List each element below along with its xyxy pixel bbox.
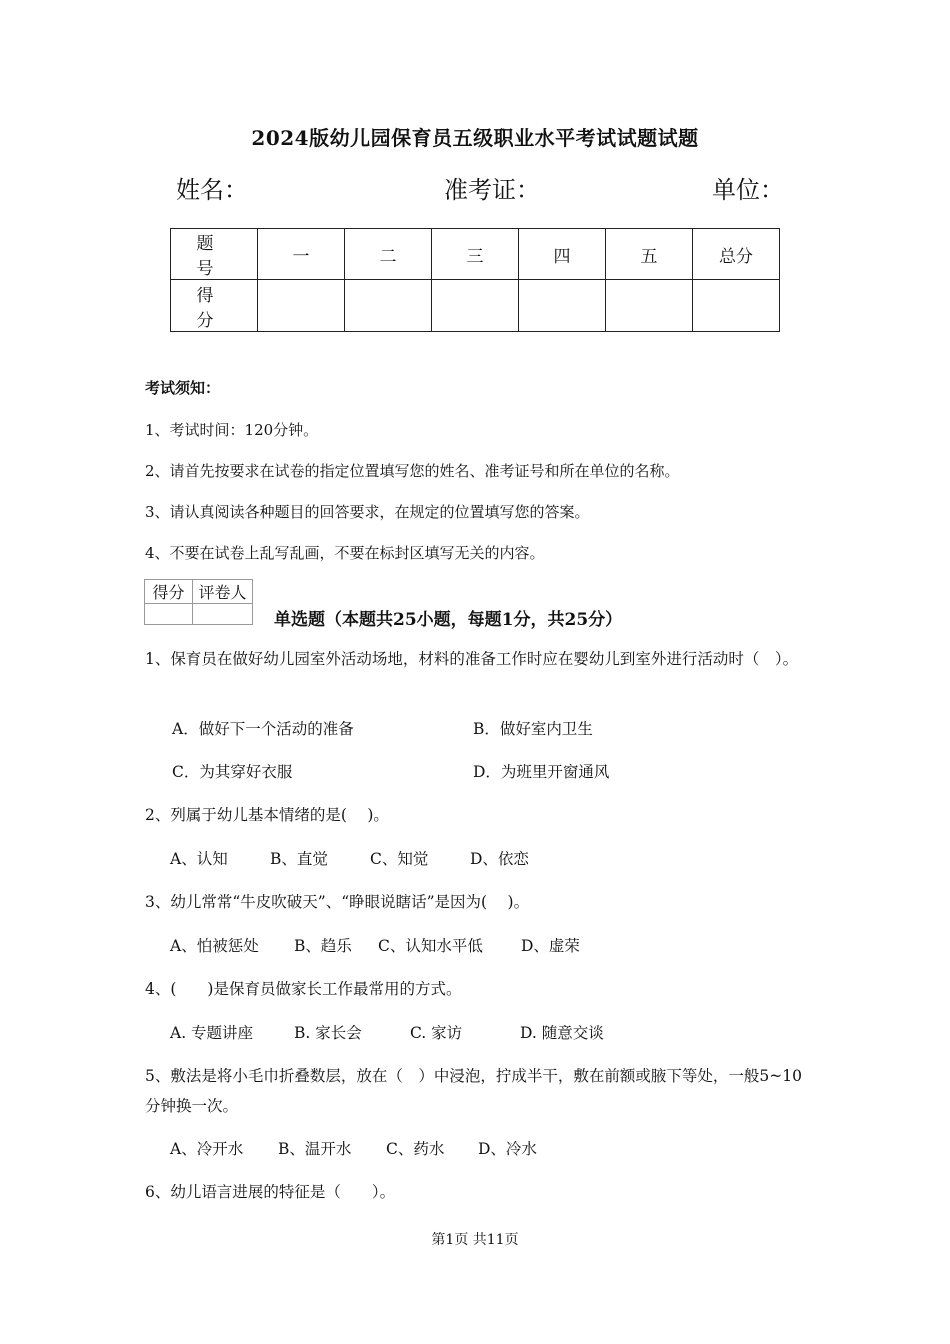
page-title: 2024版幼儿园保育员五级职业水平考试试题试题 — [251, 126, 699, 150]
page-footer: 第1页 共11页 — [431, 1232, 519, 1248]
question-6-text: 6、幼儿语言进展的特征是（ ）。 — [145, 1183, 396, 1201]
grader-box — [144, 579, 253, 625]
score-header-3: 三 — [432, 229, 519, 280]
question-2-option-a: A、认知 — [170, 850, 228, 868]
question-1-option-d: D．为班里开窗通风 — [473, 763, 610, 781]
question-4-option-c: C. 家访 — [410, 1024, 463, 1042]
question-3-option-c: C、认知水平低 — [378, 937, 483, 955]
score-header-4: 四 — [519, 229, 606, 280]
question-4-text: 4、( )是保育员做家长工作最常用的方式。 — [145, 980, 462, 998]
question-2-option-b: B、直觉 — [270, 850, 328, 868]
score-cell-4[interactable] — [519, 280, 606, 332]
question-1-text: 1、保育员在做好幼儿园室外活动场地，材料的准备工作时应在婴幼儿到室外进行活动时（ ）。 — [145, 650, 799, 668]
score-cell-1[interactable] — [258, 280, 345, 332]
score-table — [170, 228, 780, 332]
score-table-score-row — [171, 280, 780, 332]
question-5-text: 5、敷法是将小毛巾折叠数层，放在（ ）中浸泡，拧成半干，敷在前额或腋下等处，一般5~10分钟换一次。 — [145, 1067, 802, 1115]
question-4-options — [170, 1021, 604, 1043]
question-5-options — [170, 1137, 537, 1159]
question-5-option-d: D、冷水 — [478, 1140, 537, 1158]
question-4-option-a: A. 专题讲座 — [170, 1024, 254, 1042]
score-header-1: 一 — [258, 229, 345, 280]
notice-item: 4、不要在试卷上乱写乱画，不要在标封区填写无关的内容。 — [145, 544, 545, 562]
section-title: 单选题（本题共25小题，每题1分，共25分） — [274, 610, 623, 630]
score-header-question-number: 题 号 — [171, 229, 258, 280]
score-cell-2[interactable] — [345, 280, 432, 332]
question-3-option-d: D、虚荣 — [521, 937, 580, 955]
question-3-text: 3、幼儿常常“牛皮吹破天”、“睁眼说瞎话”是因为( )。 — [145, 893, 530, 911]
score-header-2: 二 — [345, 229, 432, 280]
grader-reviewer-cell[interactable] — [193, 604, 253, 625]
score-cell-5[interactable] — [606, 280, 693, 332]
question-3-options — [170, 934, 580, 956]
unit-field-label: 单位： — [712, 176, 784, 204]
grader-reviewer-label: 评卷人 — [193, 580, 253, 604]
question-2-option-d: D、依恋 — [470, 850, 529, 868]
exam-id-field-label: 准考证： — [444, 176, 540, 204]
question-3-option-b: B、趋乐 — [294, 937, 352, 955]
question-1-option-b: B．做好室内卫生 — [473, 720, 593, 738]
notice-title: 考试须知： — [145, 379, 221, 397]
question-5-option-b: B、温开水 — [278, 1140, 352, 1158]
score-row-label: 得 分 — [171, 280, 258, 332]
question-5-option-c: C、药水 — [386, 1140, 445, 1158]
notice-item: 2、请首先按要求在试卷的指定位置填写您的姓名、准考证号和所在单位的名称。 — [145, 462, 680, 480]
question-4-option-d: D. 随意交谈 — [520, 1024, 604, 1042]
grader-score-label: 得分 — [145, 580, 193, 604]
notice-item: 1、考试时间：120分钟。 — [145, 421, 319, 439]
question-3-option-a: A、怕被惩处 — [170, 937, 259, 955]
notice-item: 3、请认真阅读各种题目的回答要求，在规定的位置填写您的答案。 — [145, 503, 590, 521]
question-5-option-a: A、冷开水 — [170, 1140, 244, 1158]
score-table-header-row — [171, 229, 780, 280]
score-header-total: 总分 — [693, 229, 780, 280]
question-2-text: 2、列属于幼儿基本情绪的是( )。 — [145, 806, 389, 824]
question-4-option-b: B. 家长会 — [294, 1024, 362, 1042]
score-header-5: 五 — [606, 229, 693, 280]
score-cell-3[interactable] — [432, 280, 519, 332]
name-field-label: 姓名： — [176, 176, 248, 204]
grader-score-cell[interactable] — [145, 604, 193, 625]
question-1-option-a: A．做好下一个活动的准备 — [172, 720, 354, 738]
question-2-option-c: C、知觉 — [370, 850, 429, 868]
score-cell-total[interactable] — [693, 280, 780, 332]
question-2-options — [170, 847, 529, 869]
question-1-option-c: C．为其穿好衣服 — [172, 763, 293, 781]
